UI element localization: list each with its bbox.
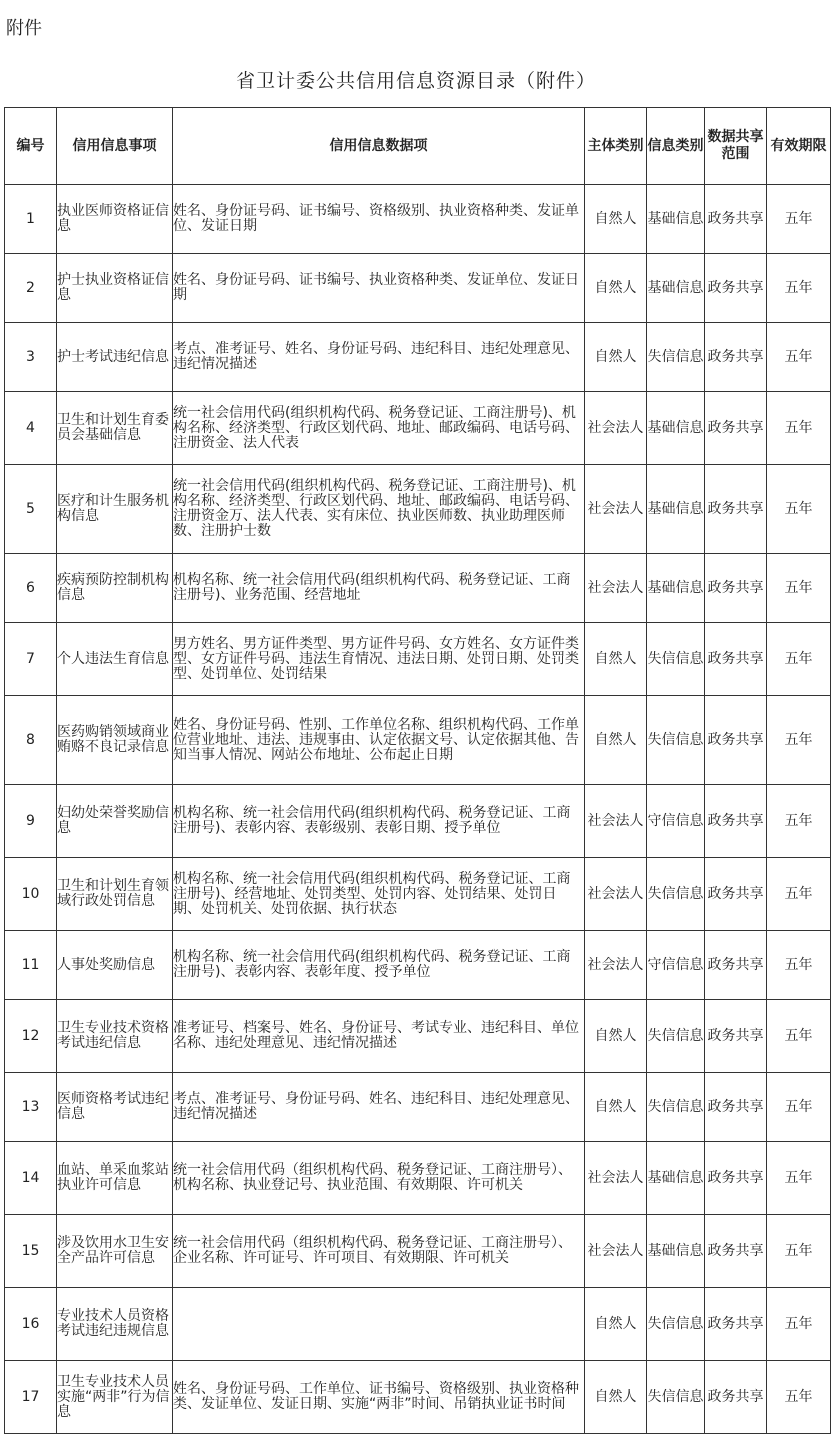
cell-type: 失信信息 [647, 1073, 705, 1142]
cell-items: 统一社会信用代码（组织机构代码、税务登记证、工商注册号）、企业名称、许可证号、许可项目、有效期限、许可机关 [173, 1215, 585, 1288]
cell-scope: 政务共享 [705, 1000, 767, 1073]
cell-scope: 政务共享 [705, 392, 767, 465]
cell-name: 医药购销领域商业贿赂不良记录信息 [57, 696, 173, 785]
cell-items: 姓名、身份证号码、性别、工作单位名称、组织机构代码、工作单位营业地址、违法、违规事由、认定依据文号、认定依据其他、告知当事人情况、网站公布地址、公布起止日期 [173, 696, 585, 785]
cell-type: 失信信息 [647, 1361, 705, 1434]
cell-items: 姓名、身份证号码、证书编号、执业资格种类、发证单位、发证日期 [173, 254, 585, 323]
table-row [5, 623, 831, 696]
cell-no: 10 [5, 858, 57, 931]
table-row [5, 1142, 831, 1215]
cell-valid: 五年 [767, 465, 831, 554]
cell-valid: 五年 [767, 554, 831, 623]
cell-valid: 五年 [767, 1000, 831, 1073]
header-row [5, 108, 831, 185]
cell-items: 机构名称、统一社会信用代码(组织机构代码、税务登记证、工商注册号)、业务范围、经营地址 [173, 554, 585, 623]
header-type: 信息类别 [647, 108, 705, 185]
cell-scope: 政务共享 [705, 696, 767, 785]
header-subject: 主体类别 [585, 108, 647, 185]
cell-subject: 自然人 [585, 185, 647, 254]
cell-type: 守信信息 [647, 785, 705, 858]
cell-scope: 政务共享 [705, 1361, 767, 1434]
cell-type: 基础信息 [647, 254, 705, 323]
cell-valid: 五年 [767, 1142, 831, 1215]
cell-type: 基础信息 [647, 465, 705, 554]
table-row [5, 931, 831, 1000]
cell-items: 统一社会信用代码（组织机构代码、税务登记证、工商注册号）、机构名称、执业登记号、执业范围、有效期限、许可机关 [173, 1142, 585, 1215]
cell-valid: 五年 [767, 1215, 831, 1288]
cell-items: 姓名、身份证号码、证书编号、资格级别、执业资格种类、发证单位、发证日期 [173, 185, 585, 254]
cell-items [173, 1288, 585, 1361]
cell-type: 基础信息 [647, 392, 705, 465]
cell-no: 12 [5, 1000, 57, 1073]
table-row [5, 392, 831, 465]
cell-scope: 政务共享 [705, 554, 767, 623]
cell-no: 14 [5, 1142, 57, 1215]
cell-subject: 社会法人 [585, 858, 647, 931]
cell-valid: 五年 [767, 931, 831, 1000]
cell-name: 卫生和计划生育领域行政处罚信息 [57, 858, 173, 931]
cell-type: 失信信息 [647, 858, 705, 931]
cell-no: 3 [5, 323, 57, 392]
header-valid: 有效期限 [767, 108, 831, 185]
cell-scope: 政务共享 [705, 785, 767, 858]
cell-no: 9 [5, 785, 57, 858]
attachment-label: 附件 [6, 18, 42, 39]
cell-scope: 政务共享 [705, 1142, 767, 1215]
cell-type: 失信信息 [647, 1000, 705, 1073]
cell-scope: 政务共享 [705, 1215, 767, 1288]
cell-scope: 政务共享 [705, 185, 767, 254]
table-row [5, 696, 831, 785]
cell-scope: 政务共享 [705, 254, 767, 323]
cell-items: 机构名称、统一社会信用代码(组织机构代码、税务登记证、工商注册号)、经营地址、处罚类型、处罚内容、处罚结果、处罚日期、处罚机关、处罚依据、执行状态 [173, 858, 585, 931]
cell-valid: 五年 [767, 858, 831, 931]
cell-name: 妇幼处荣誉奖励信息 [57, 785, 173, 858]
cell-valid: 五年 [767, 185, 831, 254]
cell-no: 6 [5, 554, 57, 623]
cell-no: 13 [5, 1073, 57, 1142]
cell-name: 涉及饮用水卫生安全产品许可信息 [57, 1215, 173, 1288]
cell-name: 执业医师资格证信息 [57, 185, 173, 254]
cell-subject: 自然人 [585, 254, 647, 323]
cell-name: 医疗和计生服务机构信息 [57, 465, 173, 554]
table-row [5, 1073, 831, 1142]
cell-items: 考点、准考证号、身份证号码、姓名、违纪科目、违纪处理意见、违纪情况描述 [173, 1073, 585, 1142]
cell-valid: 五年 [767, 1073, 831, 1142]
cell-no: 1 [5, 185, 57, 254]
cell-type: 基础信息 [647, 185, 705, 254]
cell-subject: 自然人 [585, 696, 647, 785]
document-title: 省卫计委公共信用信息资源目录（附件） [235, 70, 596, 92]
cell-items: 统一社会信用代码(组织机构代码、税务登记证、工商注册号)、机构名称、经济类型、行政区划代码、地址、邮政编码、电话号码、注册资金、法人代表 [173, 392, 585, 465]
cell-items: 机构名称、统一社会信用代码(组织机构代码、税务登记证、工商注册号)、表彰内容、表彰年度、授予单位 [173, 931, 585, 1000]
credit-catalog-table [4, 107, 831, 1434]
table-row [5, 785, 831, 858]
cell-no: 16 [5, 1288, 57, 1361]
cell-valid: 五年 [767, 254, 831, 323]
cell-scope: 政务共享 [705, 465, 767, 554]
table-row [5, 254, 831, 323]
table-row [5, 554, 831, 623]
cell-no: 17 [5, 1361, 57, 1434]
cell-subject: 社会法人 [585, 1215, 647, 1288]
cell-valid: 五年 [767, 696, 831, 785]
cell-name: 卫生和计划生育委员会基础信息 [57, 392, 173, 465]
cell-subject: 社会法人 [585, 785, 647, 858]
cell-subject: 社会法人 [585, 465, 647, 554]
cell-items: 考点、准考证号、姓名、身份证号码、违纪科目、违纪处理意见、违纪情况描述 [173, 323, 585, 392]
cell-no: 8 [5, 696, 57, 785]
cell-no: 4 [5, 392, 57, 465]
cell-subject: 自然人 [585, 1361, 647, 1434]
cell-no: 7 [5, 623, 57, 696]
cell-valid: 五年 [767, 392, 831, 465]
cell-items: 姓名、身份证号码、工作单位、证书编号、资格级别、执业资格种类、发证单位、发证日期、实施“两非”时间、吊销执业证书时间 [173, 1361, 585, 1434]
table-row [5, 323, 831, 392]
cell-name: 医师资格考试违纪信息 [57, 1073, 173, 1142]
cell-scope: 政务共享 [705, 623, 767, 696]
cell-subject: 社会法人 [585, 1142, 647, 1215]
cell-valid: 五年 [767, 323, 831, 392]
cell-type: 基础信息 [647, 1142, 705, 1215]
header-no: 编号 [5, 108, 57, 185]
cell-type: 守信信息 [647, 931, 705, 1000]
header-scope: 数据共享范围 [705, 108, 767, 185]
cell-no: 2 [5, 254, 57, 323]
cell-name: 血站、单采血浆站执业许可信息 [57, 1142, 173, 1215]
cell-valid: 五年 [767, 1288, 831, 1361]
cell-name: 卫生专业技术资格考试违纪信息 [57, 1000, 173, 1073]
cell-no: 15 [5, 1215, 57, 1288]
cell-valid: 五年 [767, 785, 831, 858]
cell-type: 失信信息 [647, 696, 705, 785]
cell-subject: 社会法人 [585, 554, 647, 623]
cell-name: 护士执业资格证信息 [57, 254, 173, 323]
table-row [5, 185, 831, 254]
cell-type: 基础信息 [647, 1215, 705, 1288]
table-row [5, 1215, 831, 1288]
cell-type: 失信信息 [647, 623, 705, 696]
cell-name: 人事处奖励信息 [57, 931, 173, 1000]
cell-name: 专业技术人员资格考试违纪违规信息 [57, 1288, 173, 1361]
cell-items: 男方姓名、男方证件类型、男方证件号码、女方姓名、女方证件类型、女方证件号码、违法生育情况、违法日期、处罚日期、处罚类型、处罚单位、处罚结果 [173, 623, 585, 696]
cell-scope: 政务共享 [705, 858, 767, 931]
cell-items: 准考证号、档案号、姓名、身份证号、考试专业、违纪科目、单位名称、违纪处理意见、违纪情况描述 [173, 1000, 585, 1073]
cell-name: 卫生专业技术人员实施“两非”行为信息 [57, 1361, 173, 1434]
cell-scope: 政务共享 [705, 931, 767, 1000]
cell-type: 基础信息 [647, 554, 705, 623]
cell-scope: 政务共享 [705, 1073, 767, 1142]
table-row [5, 1361, 831, 1434]
table-body [5, 185, 831, 1434]
cell-scope: 政务共享 [705, 1288, 767, 1361]
cell-subject: 自然人 [585, 1073, 647, 1142]
cell-subject: 社会法人 [585, 931, 647, 1000]
cell-subject: 自然人 [585, 323, 647, 392]
cell-subject: 社会法人 [585, 392, 647, 465]
table-row [5, 465, 831, 554]
table-row [5, 1000, 831, 1073]
header-name: 信用信息事项 [57, 108, 173, 185]
cell-scope: 政务共享 [705, 323, 767, 392]
table-row [5, 858, 831, 931]
cell-no: 5 [5, 465, 57, 554]
cell-type: 失信信息 [647, 1288, 705, 1361]
cell-type: 失信信息 [647, 323, 705, 392]
cell-subject: 自然人 [585, 623, 647, 696]
cell-subject: 自然人 [585, 1288, 647, 1361]
cell-items: 机构名称、统一社会信用代码(组织机构代码、税务登记证、工商注册号)、表彰内容、表彰级别、表彰日期、授予单位 [173, 785, 585, 858]
cell-valid: 五年 [767, 1361, 831, 1434]
cell-no: 11 [5, 931, 57, 1000]
table-row [5, 1288, 831, 1361]
cell-items: 统一社会信用代码(组织机构代码、税务登记证、工商注册号)、机构名称、经济类型、行政区划代码、地址、邮政编码、电话号码、注册资金万、法人代表、实有床位、执业医师数、执业助理医师数、注册护士数 [173, 465, 585, 554]
cell-name: 护士考试违纪信息 [57, 323, 173, 392]
header-items: 信用信息数据项 [173, 108, 585, 185]
cell-valid: 五年 [767, 623, 831, 696]
cell-subject: 自然人 [585, 1000, 647, 1073]
cell-name: 个人违法生育信息 [57, 623, 173, 696]
cell-name: 疾病预防控制机构信息 [57, 554, 173, 623]
